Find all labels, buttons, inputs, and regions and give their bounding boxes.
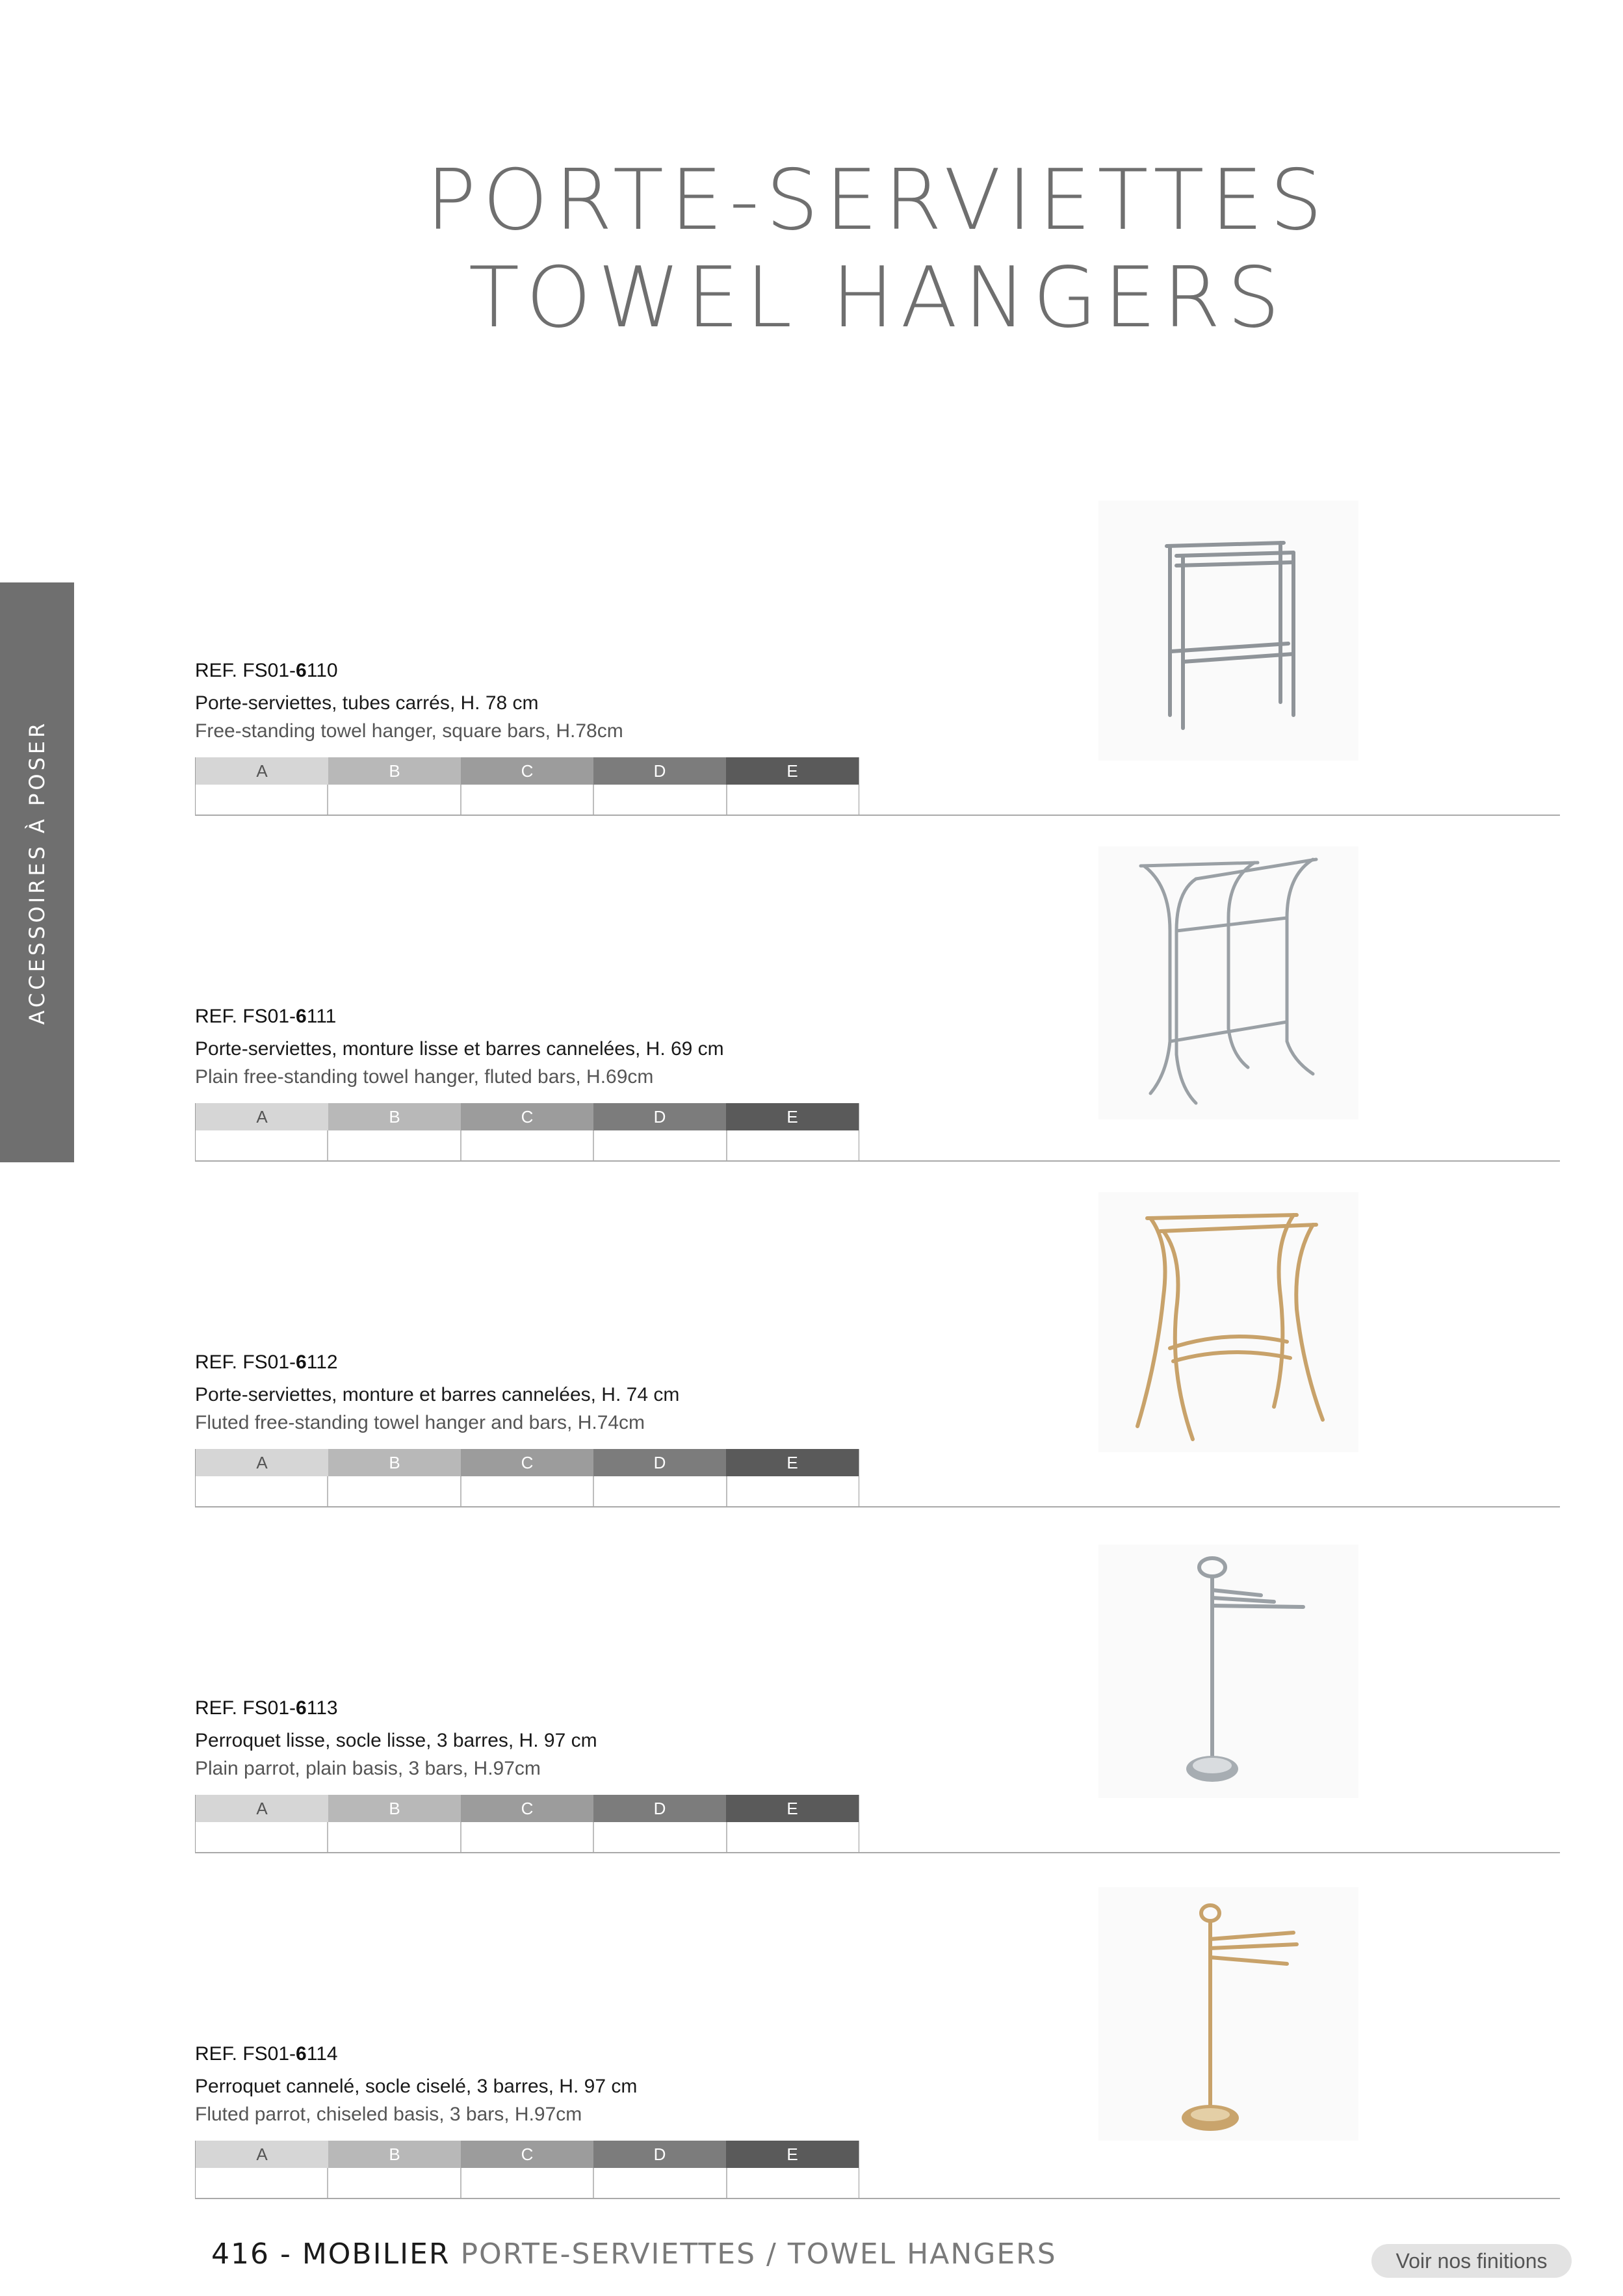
product-desc-fr: Porte-serviettes, monture lisse et barres cannelées, H. 69 cm xyxy=(195,1038,724,1060)
finish-col-b: B xyxy=(328,2141,461,2168)
divider xyxy=(195,1852,1560,1853)
finish-col-d: D xyxy=(593,1103,726,1130)
finish-col-a: A xyxy=(196,1449,328,1476)
finish-col-e: E xyxy=(726,1103,859,1130)
footer-page-section: 416 - MOBILIER xyxy=(211,2237,461,2271)
product-image-parrot-stand-gold xyxy=(1098,1887,1358,2141)
product-item xyxy=(0,1186,1623,1532)
page-title-en: TOWEL HANGERS xyxy=(468,250,1287,346)
product-item xyxy=(0,494,1623,840)
finish-col-c: C xyxy=(461,1449,593,1476)
finish-col-c: C xyxy=(461,2141,593,2168)
product-item xyxy=(0,1877,1623,2223)
product-image-towel-hanger-plain xyxy=(1098,846,1358,1119)
finish-col-d: D xyxy=(593,2141,726,2168)
product-ref: REF. FS01-6110 xyxy=(195,660,338,681)
finish-table xyxy=(195,1449,859,1507)
product-desc-en: Plain free-standing towel hanger, fluted bars, H.69cm xyxy=(195,1066,654,1088)
finish-col-d: D xyxy=(593,1795,726,1822)
finish-col-c: C xyxy=(461,757,593,785)
finish-col-d: D xyxy=(593,1449,726,1476)
finish-col-e: E xyxy=(726,1449,859,1476)
product-image-towel-hanger-square xyxy=(1098,501,1358,761)
product-desc-fr: Perroquet lisse, socle lisse, 3 barres, H. 97 cm xyxy=(195,1730,597,1751)
product-ref: REF. FS01-6114 xyxy=(195,2043,338,2065)
finish-col-b: B xyxy=(328,1449,461,1476)
finish-col-e: E xyxy=(726,1795,859,1822)
finish-col-e: E xyxy=(726,757,859,785)
footer-category: PORTE-SERVIETTES / TOWEL HANGERS xyxy=(460,2237,1057,2271)
finish-col-d: D xyxy=(593,757,726,785)
finish-table xyxy=(195,2141,859,2198)
divider xyxy=(195,815,1560,816)
product-desc-en: Fluted parrot, chiseled basis, 3 bars, H.97cm xyxy=(195,2104,582,2125)
product-desc-en: Plain parrot, plain basis, 3 bars, H.97cm xyxy=(195,1758,541,1779)
finish-col-a: A xyxy=(196,1795,328,1822)
finish-col-e: E xyxy=(726,2141,859,2168)
divider xyxy=(195,2198,1560,2199)
finish-col-a: A xyxy=(196,2141,328,2168)
product-ref: REF. FS01-6113 xyxy=(195,1697,338,1719)
product-ref: REF. FS01-6111 xyxy=(195,1006,337,1027)
view-finishes-button[interactable]: Voir nos finitions xyxy=(1371,2244,1572,2278)
product-image-parrot-stand-chrome xyxy=(1098,1545,1358,1798)
product-desc-en: Free-standing towel hanger, square bars, H.78cm xyxy=(195,720,623,742)
product-ref: REF. FS01-6112 xyxy=(195,1351,338,1373)
divider xyxy=(195,1160,1560,1162)
finish-table xyxy=(195,1103,859,1161)
finish-col-a: A xyxy=(196,757,328,785)
finish-table xyxy=(195,757,859,815)
product-desc-fr: Perroquet cannelé, socle ciselé, 3 barres, H. 97 cm xyxy=(195,2076,638,2097)
product-desc-fr: Porte-serviettes, monture et barres cannelées, H. 74 cm xyxy=(195,1384,680,1405)
page-footer xyxy=(211,2237,1057,2271)
finish-col-c: C xyxy=(461,1795,593,1822)
finish-col-b: B xyxy=(328,757,461,785)
finish-col-a: A xyxy=(196,1103,328,1130)
divider xyxy=(195,1506,1560,1507)
finish-col-c: C xyxy=(461,1103,593,1130)
page-title-fr: PORTE-SERVIETTES xyxy=(426,152,1329,249)
section-side-tab-label: ACCESSOIRES À POSER xyxy=(25,720,49,1025)
product-desc-fr: Porte-serviettes, tubes carrés, H. 78 cm xyxy=(195,692,539,714)
product-desc-en: Fluted free-standing towel hanger and bars, H.74cm xyxy=(195,1412,645,1433)
finish-col-b: B xyxy=(328,1103,461,1130)
finish-col-b: B xyxy=(328,1795,461,1822)
product-item xyxy=(0,840,1623,1186)
finish-table xyxy=(195,1795,859,1853)
product-item xyxy=(0,1532,1623,1877)
product-image-towel-hanger-fluted-gold xyxy=(1098,1192,1358,1452)
